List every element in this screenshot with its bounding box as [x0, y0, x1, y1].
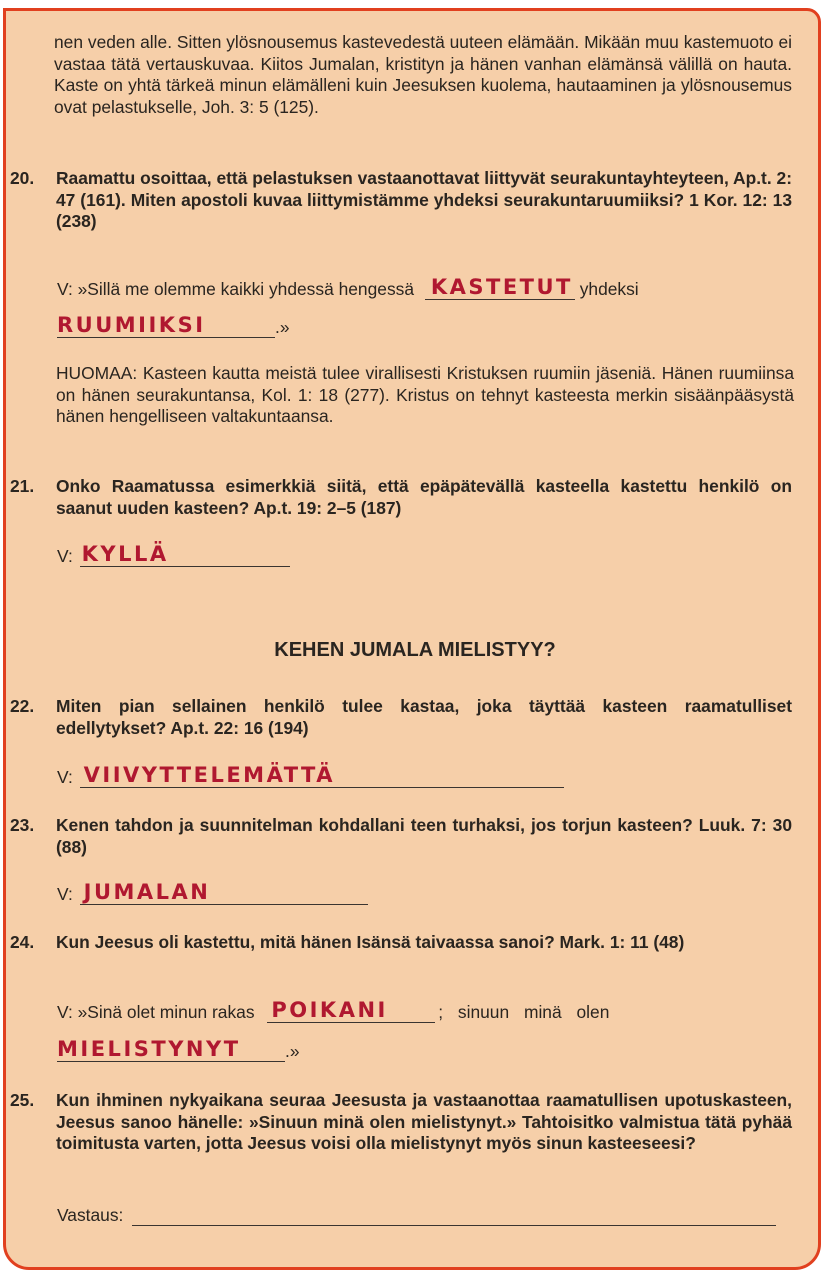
answer-24-line2 [57, 1037, 300, 1062]
answer-blank[interactable] [80, 542, 290, 567]
answer-blank-1[interactable] [425, 275, 575, 300]
handwritten-answer: KASTETUT [430, 275, 573, 299]
answer-20-line1 [57, 275, 639, 300]
answer-suffix: .» [275, 317, 290, 337]
handwritten-answer: VIIVYTTELEMÄTTÄ [83, 763, 335, 787]
answer-prefix: V: [57, 884, 73, 904]
question-text: Raamattu osoittaa, että pelastuksen vastaanottavat liittyvät seurakuntayhteyteen, Ap.t. 2: 47 (161). Miten apostoli kuvaa liittymistämme yhdeksi seurakuntaruumiiksi? 1 Kor. 12: 13 (238) [56, 168, 792, 231]
question-number: 23. [10, 815, 35, 835]
answer-23 [57, 880, 368, 905]
question-text: Kun ihminen nykyaikana seuraa Jeesusta ja vastaanottaa raamatullisen upotuskasteen, Jeesus sanoo hänelle: »Sinuun minä olen mielistynyt.» Tahtoisitko valmistua tätä pyhää toimitusta varten, jotta Jeesus voisi olla mielistynyt myös sinun kasteeseesi? [56, 1090, 792, 1153]
question-number: 20. [10, 168, 35, 188]
answer-blank[interactable] [80, 880, 368, 905]
answer-blank[interactable] [80, 763, 564, 788]
intro-paragraph: nen veden alle. Sitten ylösnousemus kastevedestä uuteen elämään. Mikään muu kastemuoto ei vastaa tätä vertauskuvaa. Kiitos Jumalan, kristityn ja hänen vanhan elämänsä välillä on hauta. Kaste on yhtä tärkeä minun elämälleni kuin Jeesuksen kuolema, hautaaminen ja ylösnousemus ovat pelastukselle, Joh. 3: 5 (125). [54, 32, 792, 117]
answer-blank-1[interactable] [267, 998, 435, 1023]
answer-prefix: V: »Sillä me olemme kaikki yhdessä hengessä [57, 279, 415, 299]
section-heading: KEHEN JUMALA MIELISTYY? [274, 639, 556, 661]
note-20: HUOMAA: Kasteen kautta meistä tulee virallisesti Kristuksen ruumiin jäseniä. Hänen ruumiinsa on hänen seurakuntansa, Kol. 1: 18 (277). Kristus on tehnyt kasteesta merkin sisäänpääsystä hänen hengelliseen valtakuntaansa. [56, 363, 794, 426]
answer-suffix: .» [285, 1041, 300, 1061]
answer-prefix: V: »Sinä olet minun rakas [57, 1002, 255, 1022]
answer-21 [57, 542, 290, 567]
answer-24-line1 [57, 998, 610, 1023]
question-number: 25. [10, 1090, 35, 1110]
answer-blank-2[interactable] [57, 1037, 285, 1062]
answer-blank[interactable] [132, 1204, 776, 1226]
answer-prefix: V: [57, 767, 73, 787]
handwritten-answer: JUMALAN [83, 880, 211, 904]
question-number: 21. [10, 476, 35, 496]
question-text: Kun Jeesus oli kastettu, mitä hänen Isänsä taivaassa sanoi? Mark. 1: 11 (48) [56, 932, 685, 952]
answer-20-line2 [57, 313, 290, 338]
answer-22 [57, 763, 564, 788]
answer-prefix: Vastaus: [57, 1205, 124, 1225]
answer-25 [57, 1204, 776, 1226]
answer-middle: ; sinuun minä olen [438, 1002, 610, 1022]
answer-prefix: V: [57, 546, 73, 566]
handwritten-answer: POIKANI [271, 998, 388, 1022]
workbook-page [3, 8, 821, 1270]
handwritten-answer: KYLLÄ [81, 542, 169, 566]
question-text: Kenen tahdon ja suunnitelman kohdallani teen turhaksi, jos torjun kasteen? Luuk. 7: 30 (88) [56, 815, 792, 857]
answer-middle: yhdeksi [579, 279, 639, 299]
question-text: Miten pian sellainen henkilö tulee kastaa, joka täyttää kasteen raamatulliset edellytykset? Ap.t. 22: 16 (194) [56, 696, 792, 738]
handwritten-answer: RUUMIIKSI [57, 313, 206, 337]
question-number: 24. [10, 932, 35, 952]
question-text: Onko Raamatussa esimerkkiä siitä, että epäpätevällä kasteella kastettu henkilö on saanut uuden kasteen? Ap.t. 19: 2–5 (187) [56, 476, 792, 518]
question-number: 22. [10, 696, 35, 716]
handwritten-answer: MIELISTYNYT [57, 1037, 241, 1061]
answer-blank-2[interactable] [57, 313, 275, 338]
